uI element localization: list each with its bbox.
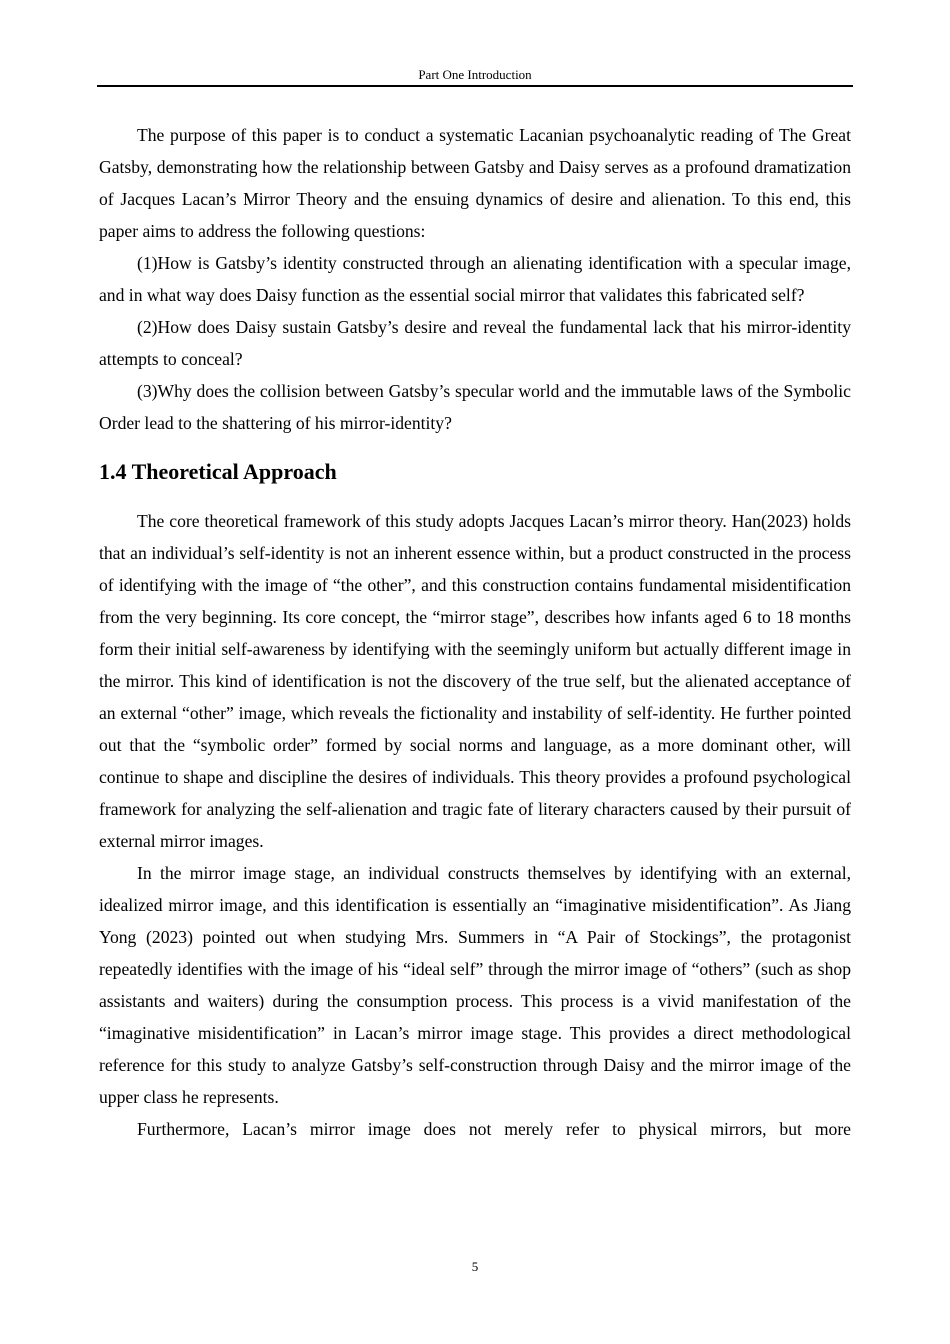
paragraph-furthermore: Furthermore, Lacan’s mirror image does not merely refer to physical mirrors, but more bbox=[137, 1119, 851, 1139]
paragraph-purpose: The purpose of this paper is to conduct a systematic Lacanian psychoanalytic reading of The Great Gatsby, demonstrating how the relationship between Gatsby and Daisy serves as a profound dramatization of Jacques Lacan’s Mirror Theory and the ensuing dynamics of desire and alienation. To this end, this paper aims to address the following questions: bbox=[99, 125, 851, 241]
running-header: Part One Introduction bbox=[418, 67, 532, 82]
section-heading: 1.4 Theoretical Approach bbox=[99, 459, 337, 484]
header-rule bbox=[97, 85, 853, 87]
body-text bbox=[99, 119, 851, 1145]
paragraph-mirror-stage: In the mirror image stage, an individual constructs themselves by identifying with an external, idealized mirror image, and this identification is essentially an “imaginative misidentification”. As Jiang Yong (2023) pointed out when studying Mrs. Summers in “A Pair of Stockings”, the protagonist repeatedly identifies with the image of his “ideal self” through the mirror image of “others” (such as shop assistants and waiters) during the consumption process. This process is a vivid manifestation of the “imaginative misidentification” in Lacan’s mirror image stage. This provides a direct methodological reference for this study to analyze Gatsby’s self-construction through Daisy and the mirror image of the upper class he represents. bbox=[99, 863, 851, 1107]
paragraph-question-3: (3)Why does the collision between Gatsby’s specular world and the immutable laws of the Symbolic Order lead to the shattering of his mirror-identity? bbox=[99, 381, 851, 433]
paragraph-question-2: (2)How does Daisy sustain Gatsby’s desire and reveal the fundamental lack that his mirror-identity attempts to conceal? bbox=[99, 317, 851, 369]
paragraph-question-1: (1)How is Gatsby’s identity constructed through an alienating identification with a specular image, and in what way does Daisy function as the essential social mirror that validates this fabricated self? bbox=[99, 253, 851, 305]
paragraph-theory-core: The core theoretical framework of this study adopts Jacques Lacan’s mirror theory. Han(2023) holds that an individual’s self-identity is not an inherent essence within, but a product constructed in the process of identifying with the image of “the other”, and this construction contains fundamental misidentification from the very beginning. Its core concept, the “mirror stage”, describes how infants aged 6 to 18 months form their initial self-awareness by identifying with the seemingly uniform but actually different image in the mirror. This kind of identification is not the discovery of the true self, but the alienated acceptance of an external “other” image, which reveals the fictionality and instability of self-identity. He further pointed out that the “symbolic order” formed by social norms and language, as a more dominant other, will continue to shape and discipline the desires of individuals. This theory provides a profound psychological framework for analyzing the self-alienation and tragic fate of literary characters caused by their pursuit of external mirror images. bbox=[99, 511, 851, 851]
page-number: 5 bbox=[471, 1259, 479, 1274]
